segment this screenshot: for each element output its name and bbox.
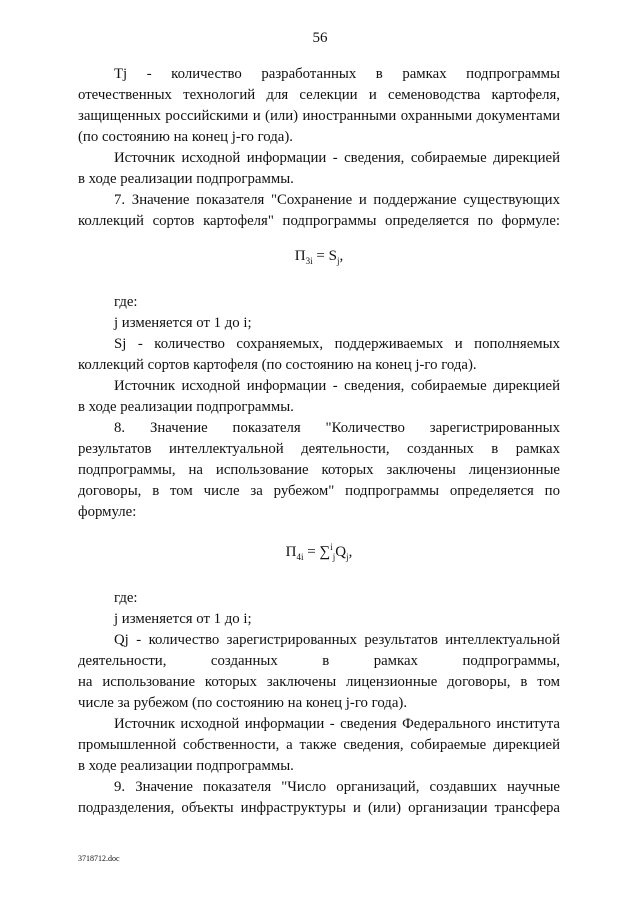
text-line: отечественных технологий для селекции и семеноводства картофеля,	[78, 87, 560, 103]
text-line: договоры, в том числе за рубежом" подпрограммы определяется по	[78, 483, 560, 499]
footer-filename: 3718712.doc	[78, 854, 120, 863]
text-line: 9. Значение показателя "Число организаций, создавших научные	[114, 779, 560, 795]
text-line: где:	[114, 590, 138, 606]
document-body	[78, 64, 560, 819]
text-line: в ходе реализации подпрограммы.	[78, 758, 294, 774]
text-line: в ходе реализации подпрограммы.	[78, 399, 294, 415]
text-line: промышленной собственности, а также сведения, собираемые дирекцией	[78, 737, 560, 753]
text-line: 8. Значение показателя "Количество зарегистрированных	[114, 420, 560, 436]
text-line: защищенных российскими и (или) иностранными охранными документами	[78, 108, 560, 124]
text-line: (по состоянию на конец j-го года).	[78, 129, 293, 145]
formula-p4i: $П_{4i} = \sum^i_jQ_j$,	[285, 542, 353, 562]
text-line: Sj - количество сохраняемых, поддерживаемых и пополняемых	[114, 336, 560, 352]
text-line: числе за рубежом (по состоянию на конец j-го года).	[78, 695, 408, 711]
text-line: подразделения, объекты инфраструктуры и (или) организации трансфера	[78, 800, 560, 816]
text-line: коллекций сортов картофеля" подпрограммы определяется по формуле:	[78, 213, 560, 229]
text-line: j изменяется от 1 до i;	[114, 315, 252, 331]
page-number: 56	[312, 30, 328, 46]
text-line: в ходе реализации подпрограммы.	[78, 171, 294, 187]
formula-p3i: $П_{3i} = S_j$,	[294, 248, 344, 266]
text-line: Источник исходной информации - сведения, собираемые дирекцией	[114, 150, 560, 166]
text-line: деятельности, созданных в рамках подпрограммы,	[78, 653, 560, 669]
text-line: результатов интеллектуальной деятельности, созданных в рамках	[78, 441, 560, 457]
text-line: коллекций сортов картофеля (по состоянию на конец j-го года).	[78, 357, 477, 373]
text-line: где:	[114, 294, 138, 310]
text-line: Источник исходной информации - сведения Федерального института	[114, 716, 560, 732]
text-line: 7. Значение показателя "Сохранение и поддержание существующих	[114, 192, 560, 208]
text-line: на использование которых заключены лицензионные договоры, в том	[78, 674, 560, 690]
text-line: Tj - количество разработанных в рамках подпрограммы	[114, 66, 560, 82]
text-line: Qj - количество зарегистрированных результатов интеллектуальной	[114, 632, 560, 648]
text-line: формуле:	[78, 504, 137, 520]
text-line: подпрограммы, на использование которых заключены лицензионные	[78, 462, 560, 478]
text-line: j изменяется от 1 до i;	[114, 611, 252, 627]
text-line: Источник исходной информации - сведения, собираемые дирекцией	[114, 378, 560, 394]
